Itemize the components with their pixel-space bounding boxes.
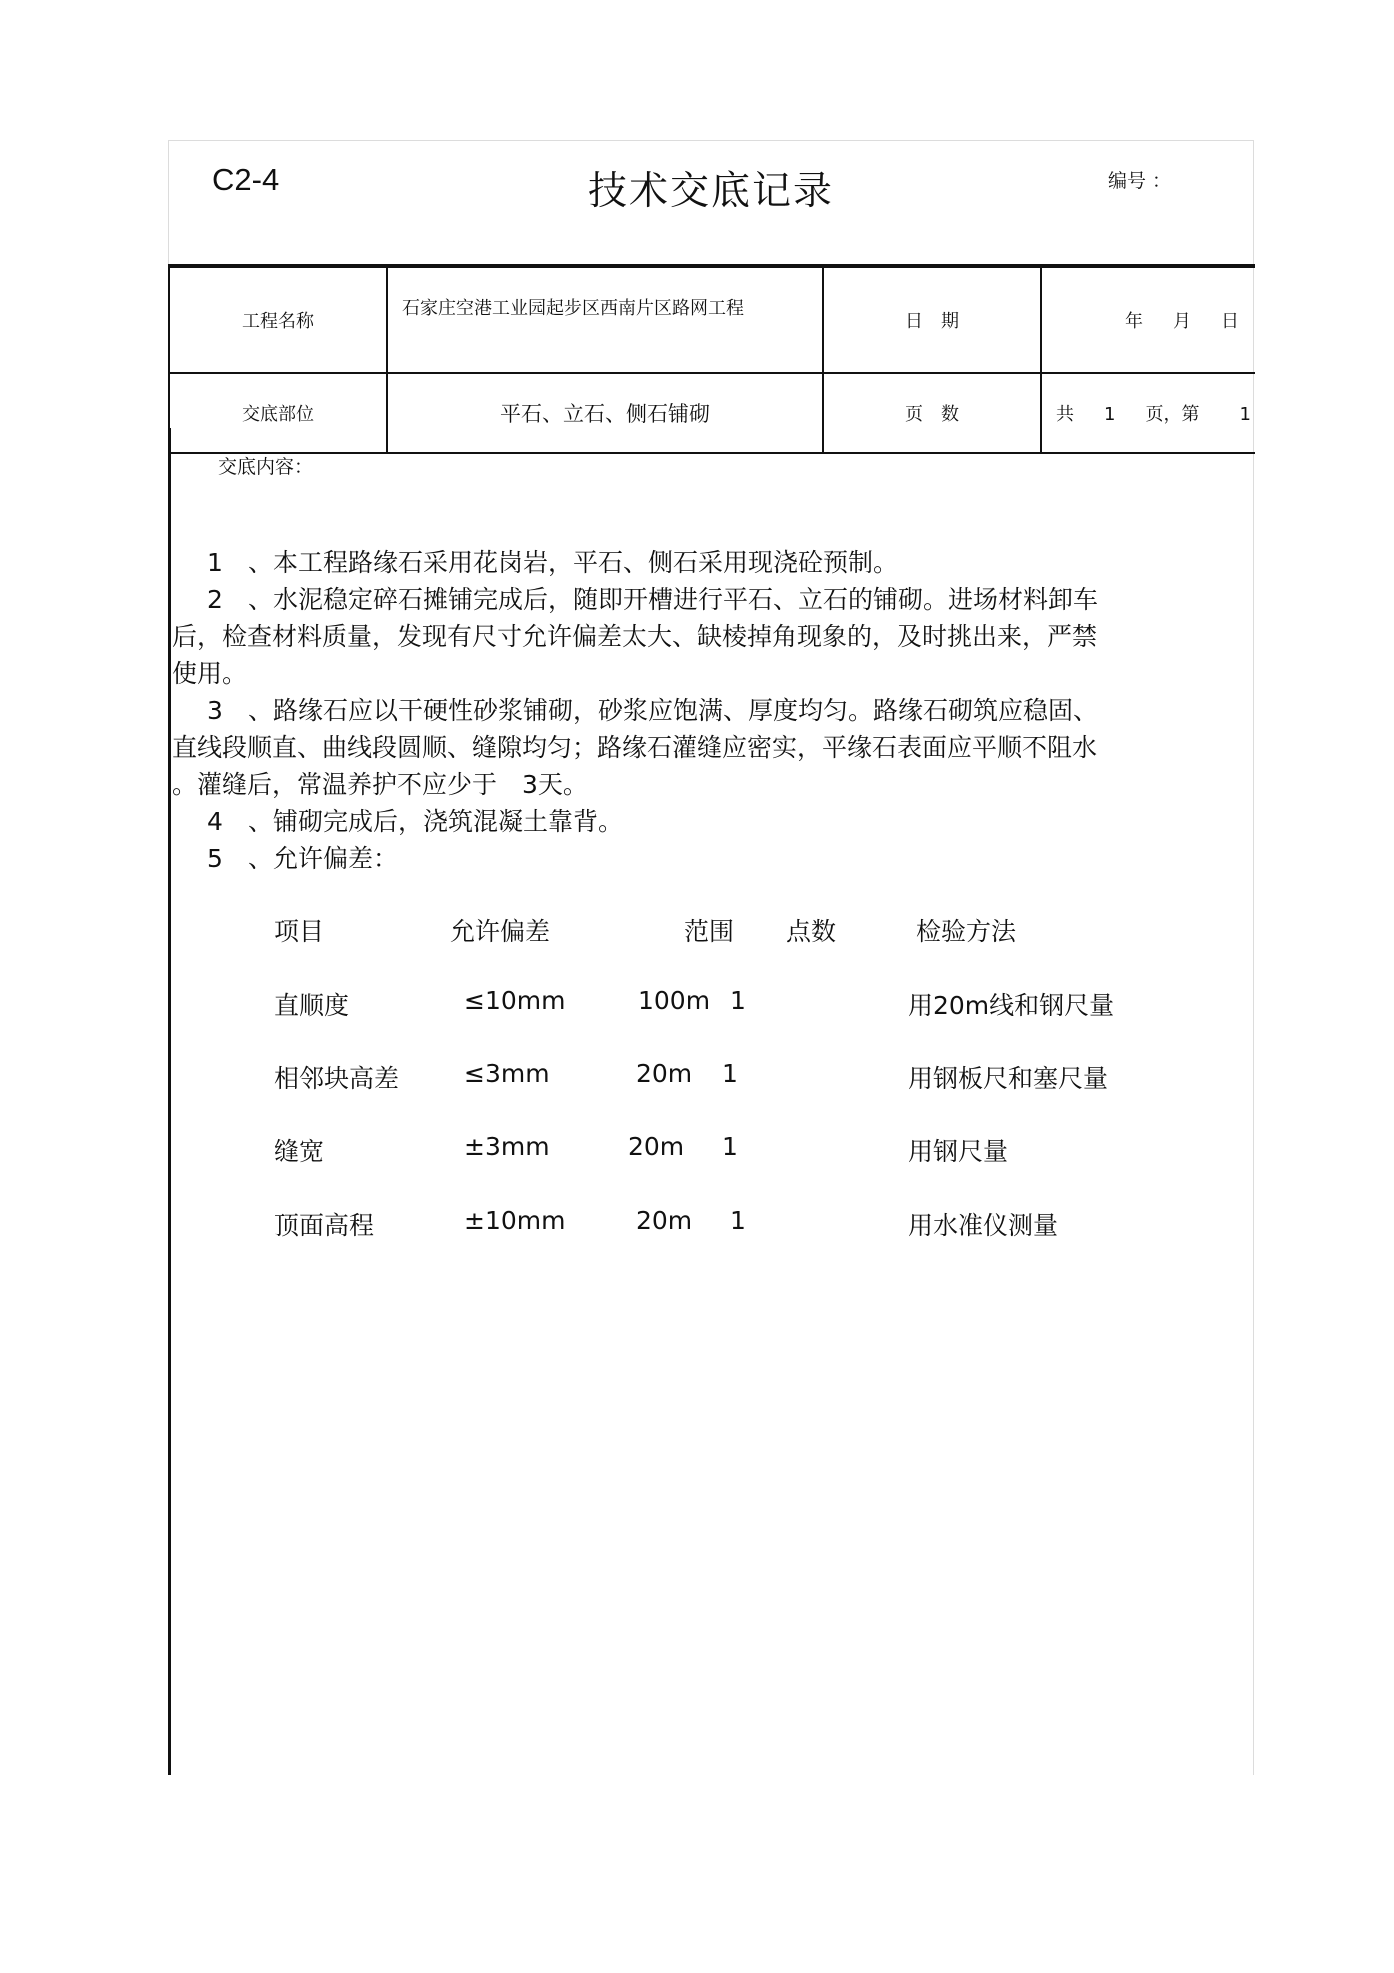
pages-current: 1	[1239, 404, 1251, 425]
item-text: 后，检查材料质量，发现有尺寸允许偏差太大、缺棱掉角现象的，及时挑出来，严禁	[172, 622, 1098, 651]
item-number: 4	[207, 807, 223, 836]
item-text: 使用。	[172, 659, 248, 688]
cell-tolerance: ≤10mm	[464, 986, 566, 1015]
cell-range: 20m	[636, 1206, 693, 1235]
content-label: 交底内容：	[218, 456, 314, 478]
item-number: 2	[207, 585, 223, 614]
cell-item: 相邻块高差	[274, 1064, 400, 1093]
list-item	[172, 692, 1232, 803]
cell-tolerance: ±3mm	[464, 1132, 550, 1161]
date-label: 日 期	[823, 266, 1041, 373]
header-method: 检验方法	[916, 917, 1017, 946]
item-text: 、允许偏差：	[248, 844, 399, 873]
cell-points: 1	[722, 1059, 738, 1088]
project-name-value: 石家庄空港工业园起步区西南片区路网工程	[387, 266, 823, 373]
list-item	[172, 840, 1232, 877]
pages-mid: 页，第	[1145, 404, 1200, 425]
item-text: 、水泥稳定碎石摊铺完成后，随即开槽进行平石、立石的铺砌。进场材料卸车	[248, 585, 1099, 614]
cell-points: 1	[730, 1206, 746, 1235]
cell-method: 用水准仪测量	[908, 1211, 1059, 1240]
table-row	[169, 373, 1255, 453]
header-tolerance: 允许偏差	[450, 917, 551, 946]
part-label: 交底部位	[169, 373, 387, 453]
list-item	[172, 581, 1232, 692]
cell-range: 20m	[628, 1132, 685, 1161]
content-left-border	[168, 428, 171, 1775]
cell-points: 1	[722, 1132, 738, 1161]
date-value	[1041, 266, 1255, 373]
sheet-left-border	[168, 140, 169, 264]
record-sheet	[168, 140, 1254, 1775]
date-year: 年	[1125, 311, 1143, 332]
pages-label: 页 数	[823, 373, 1041, 453]
cell-method: 用钢板尺和塞尺量	[908, 1064, 1109, 1093]
page-title: 技术交底记录	[588, 169, 835, 214]
cell-method: 用20m线和钢尺量	[908, 991, 1115, 1020]
list-item	[172, 544, 1232, 581]
list-item	[172, 803, 1232, 840]
pages-total: 1	[1104, 404, 1116, 425]
item-number: 1	[207, 548, 223, 577]
form-code: C2-4	[212, 162, 280, 197]
header-points: 点数	[786, 917, 837, 946]
item-number: 5	[207, 844, 223, 873]
cell-item: 缝宽	[274, 1137, 325, 1166]
cell-range: 20m	[636, 1059, 693, 1088]
cell-tolerance: ±10mm	[464, 1206, 566, 1235]
cell-tolerance: ≤3mm	[464, 1059, 550, 1088]
serial-number-label: 编号 ：	[1108, 170, 1172, 192]
cell-item: 直顺度	[274, 991, 350, 1020]
part-value: 平石、立石、侧石铺砌	[387, 373, 823, 453]
pages-total-prefix: 共	[1056, 404, 1074, 425]
header-item: 项目	[274, 917, 325, 946]
cell-range: 100m	[638, 986, 711, 1015]
cell-method: 用钢尺量	[908, 1137, 1009, 1166]
item-text: 、路缘石应以干硬性砂浆铺砌，砂浆应饱满、厚度均匀。路缘石砌筑应稳固、	[248, 696, 1099, 725]
date-month: 月	[1173, 311, 1191, 332]
project-name-label: 工程名称	[169, 266, 387, 373]
item-text: 、本工程路缘石采用花岗岩，平石、侧石采用现浇砼预制。	[248, 548, 899, 577]
cell-points: 1	[730, 986, 746, 1015]
date-day: 日	[1221, 311, 1239, 332]
item-text: 、铺砌完成后，浇筑混凝土靠背。	[248, 807, 624, 836]
item-number: 3	[207, 696, 223, 725]
item-text: 。灌缝后，常温养护不应少于 3天。	[172, 770, 588, 799]
info-table	[168, 264, 1255, 454]
pages-value	[1041, 373, 1255, 453]
header-range: 范围	[684, 917, 735, 946]
table-row	[169, 266, 1255, 373]
cell-item: 顶面高程	[274, 1211, 375, 1240]
item-text: 直线段顺直、曲线段圆顺、缝隙均匀；路缘石灌缝应密实，平缘石表面应平顺不阻水	[172, 733, 1098, 762]
sheet-top-border	[168, 140, 1254, 141]
